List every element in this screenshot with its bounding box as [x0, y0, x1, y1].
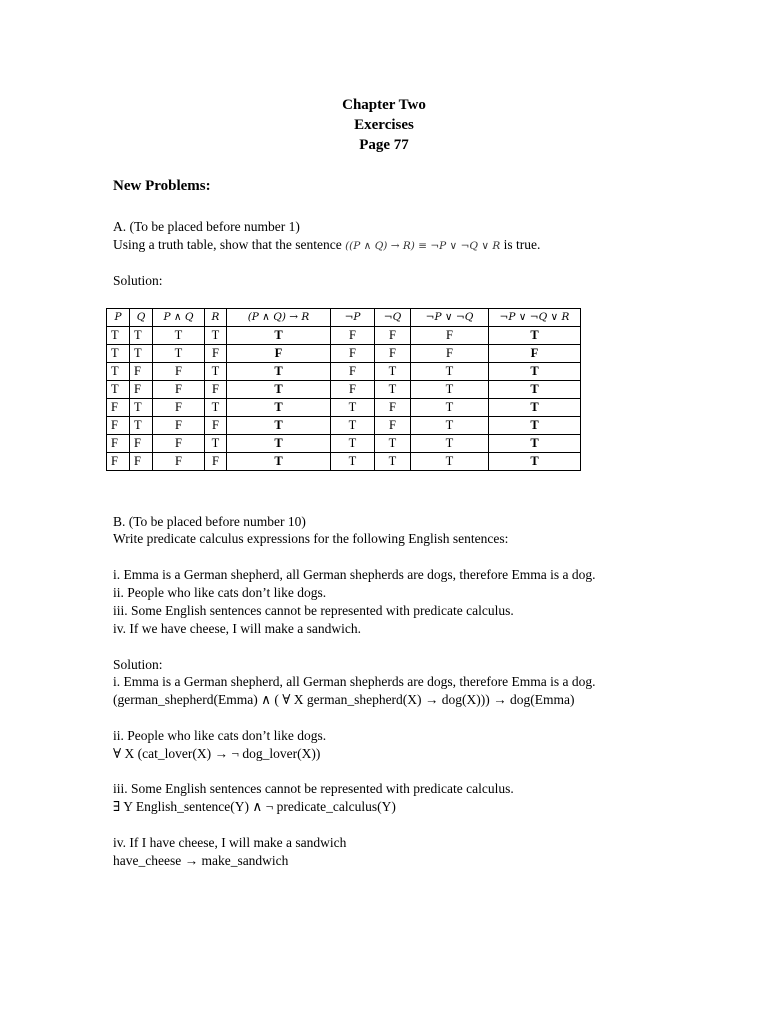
- truth-table-cell: F: [205, 345, 227, 363]
- chapter-title: Chapter Two: [342, 97, 426, 113]
- truth-table-cell: T: [411, 453, 489, 471]
- truth-table-cell: T: [205, 399, 227, 417]
- col-header: (P ∧ Q) → R: [227, 309, 331, 327]
- part-b-instruction: Write predicate calculus expressions for the following English sentences:: [113, 531, 509, 546]
- truth-table-cell: T: [331, 435, 375, 453]
- truth-table-cell: F: [205, 417, 227, 435]
- truth-table-cell: F: [205, 453, 227, 471]
- truth-table-cell: T: [205, 363, 227, 381]
- truth-table-cell: F: [153, 399, 205, 417]
- truth-table-cell: F: [331, 327, 375, 345]
- col-header: ¬P ∨ ¬Q ∨ R: [489, 309, 581, 327]
- truth-table-cell: T: [411, 381, 489, 399]
- truth-table-cell: T: [375, 363, 411, 381]
- truth-table-cell: F: [153, 363, 205, 381]
- truth-table-cell: T: [331, 417, 375, 435]
- solution-expression: have_cheese → make_sandwich: [113, 853, 289, 868]
- truth-table-body: [107, 327, 581, 471]
- exercise-item: ii. People who like cats don’t like dogs.: [113, 585, 327, 600]
- truth-table-cell: F: [489, 345, 581, 363]
- col-header: ¬Q: [375, 309, 411, 327]
- exercise-item: i. Emma is a German shepherd, all German shepherds are dogs, therefore Emma is a dog.: [113, 567, 596, 582]
- truth-table-cell: F: [331, 381, 375, 399]
- part-a-solution-label: Solution:: [113, 273, 163, 288]
- truth-table-row: [107, 327, 581, 345]
- truth-table-cell: T: [227, 417, 331, 435]
- truth-table-cell: T: [411, 363, 489, 381]
- part-a-instruction-end: is true.: [503, 237, 541, 252]
- truth-table-cell: F: [375, 399, 411, 417]
- truth-table-row: [107, 381, 581, 399]
- truth-table-cell: T: [331, 453, 375, 471]
- truth-table-cell: T: [227, 381, 331, 399]
- part-b-solution-label: Solution:: [113, 657, 163, 672]
- col-header: R: [205, 309, 227, 327]
- truth-table-cell: T: [375, 453, 411, 471]
- truth-table-cell: T: [489, 399, 581, 417]
- exercises-title: Exercises: [354, 117, 414, 133]
- truth-table-cell: T: [107, 327, 130, 345]
- truth-table-cell: F: [205, 381, 227, 399]
- truth-table-row: [107, 453, 581, 471]
- truth-table-cell: T: [489, 363, 581, 381]
- truth-table-cell: T: [153, 327, 205, 345]
- truth-table-cell: T: [375, 435, 411, 453]
- solution-statement: iii. Some English sentences cannot be represented with predicate calculus.: [113, 781, 514, 796]
- truth-table-cell: F: [331, 363, 375, 381]
- truth-table-cell: T: [227, 327, 331, 345]
- part-a-instruction: [113, 236, 540, 255]
- truth-table-cell: T: [489, 381, 581, 399]
- part-a-instruction-text: Using a truth table, show that the sentence: [113, 237, 342, 252]
- truth-table-cell: T: [107, 345, 130, 363]
- exercise-item: iii. Some English sentences cannot be represented with predicate calculus.: [113, 603, 514, 618]
- truth-table-row: [107, 363, 581, 381]
- truth-table-cell: T: [205, 435, 227, 453]
- truth-table-cell: T: [227, 435, 331, 453]
- truth-table-header-row: [107, 309, 581, 327]
- new-problems-heading: New Problems:: [113, 178, 211, 194]
- truth-table-cell: T: [130, 345, 153, 363]
- truth-table-cell: F: [153, 417, 205, 435]
- truth-table-cell: T: [375, 381, 411, 399]
- truth-table-cell: T: [489, 435, 581, 453]
- truth-table-cell: T: [331, 399, 375, 417]
- truth-table-cell: F: [107, 417, 130, 435]
- truth-table-row: [107, 345, 581, 363]
- col-header: P ∧ Q: [153, 309, 205, 327]
- truth-table-cell: T: [489, 417, 581, 435]
- truth-table-cell: F: [153, 435, 205, 453]
- truth-table-cell: T: [130, 417, 153, 435]
- truth-table-cell: F: [227, 345, 331, 363]
- col-header: P: [107, 309, 130, 327]
- truth-table-cell: F: [375, 327, 411, 345]
- truth-table-cell: F: [107, 453, 130, 471]
- truth-table-cell: T: [411, 399, 489, 417]
- part-a-label: A. (To be placed before number 1): [113, 219, 300, 234]
- truth-table-cell: T: [489, 453, 581, 471]
- truth-table-cell: F: [411, 327, 489, 345]
- truth-table-cell: T: [130, 399, 153, 417]
- truth-table-row: [107, 399, 581, 417]
- truth-table-cell: T: [205, 327, 227, 345]
- solution-expression: ∀ X (cat_lover(X) → ¬ dog_lover(X)): [113, 746, 321, 761]
- truth-table-cell: T: [411, 417, 489, 435]
- part-a-formula: ((P ∧ Q) → R) ≡ ¬P ∨ ¬Q ∨ R: [345, 240, 501, 252]
- truth-table-cell: T: [489, 327, 581, 345]
- solution-expression: ∃ Y English_sentence(Y) ∧ ¬ predicate_calculus(Y): [113, 799, 396, 814]
- truth-table-cell: F: [331, 345, 375, 363]
- col-header: Q: [130, 309, 153, 327]
- truth-table-cell: T: [227, 399, 331, 417]
- truth-table-cell: F: [375, 345, 411, 363]
- truth-table-row: [107, 417, 581, 435]
- truth-table-cell: F: [130, 381, 153, 399]
- truth-table: [106, 308, 581, 471]
- col-header: ¬P: [331, 309, 375, 327]
- truth-table-cell: T: [153, 345, 205, 363]
- part-b-label: B. (To be placed before number 10): [113, 514, 306, 529]
- truth-table-cell: F: [130, 453, 153, 471]
- col-header: ¬P ∨ ¬Q: [411, 309, 489, 327]
- truth-table-cell: F: [107, 435, 130, 453]
- page-number-title: Page 77: [359, 137, 409, 153]
- truth-table-cell: T: [107, 363, 130, 381]
- truth-table-cell: F: [411, 345, 489, 363]
- solution-statement: iv. If I have cheese, I will make a sandwich: [113, 835, 347, 850]
- truth-table-row: [107, 435, 581, 453]
- truth-table-cell: T: [107, 381, 130, 399]
- solution-expression: (german_shepherd(Emma) ∧ ( ∀ X german_shepherd(X) → dog(X))) → dog(Emma): [113, 692, 575, 707]
- solution-statement: ii. People who like cats don’t like dogs.: [113, 728, 327, 743]
- truth-table-cell: F: [107, 399, 130, 417]
- truth-table-cell: F: [130, 435, 153, 453]
- exercise-item: iv. If we have cheese, I will make a sandwich.: [113, 621, 362, 636]
- truth-table-cell: T: [130, 327, 153, 345]
- truth-table-cell: F: [153, 453, 205, 471]
- truth-table-cell: T: [411, 435, 489, 453]
- truth-table-cell: F: [130, 363, 153, 381]
- truth-table-cell: F: [375, 417, 411, 435]
- truth-table-cell: T: [227, 363, 331, 381]
- truth-table-cell: T: [227, 453, 331, 471]
- truth-table-cell: F: [153, 381, 205, 399]
- solution-statement: i. Emma is a German shepherd, all German shepherds are dogs, therefore Emma is a dog.: [113, 674, 596, 689]
